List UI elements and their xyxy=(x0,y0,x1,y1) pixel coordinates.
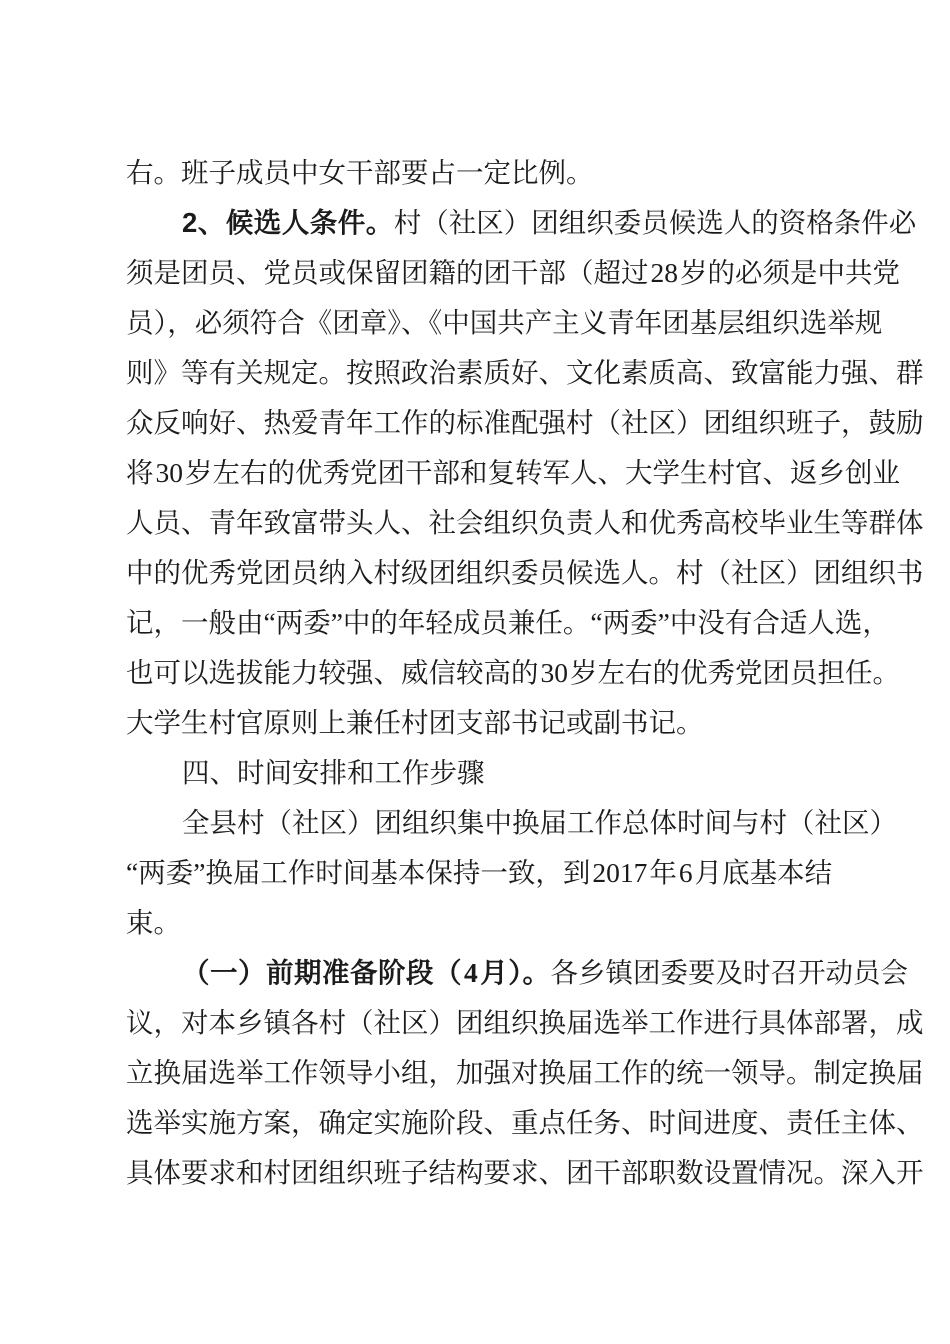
line-text-a: “两委”换届工作时间基本保持一致，到 xyxy=(126,857,591,888)
text-line xyxy=(126,698,824,748)
text-line xyxy=(126,648,900,698)
text-line xyxy=(126,248,900,298)
number-30: 30 xyxy=(155,457,183,488)
inline-heading: 候选人条件。 xyxy=(225,207,394,238)
year-2017: 2017 xyxy=(592,857,648,888)
text-line xyxy=(126,1048,924,1098)
line-text: 选举实施方案，确定实施阶段、重点任务、时间进度、责任主体、 xyxy=(126,1107,924,1138)
line-text: 众反响好、热爱青年工作的标准配强村（社区）团组织班子，鼓励 xyxy=(126,407,924,438)
inline-heading-a: （一）前期准备阶段（ xyxy=(182,957,462,988)
text-line xyxy=(126,498,924,548)
line-text: 立换届选举工作领导小组，加强对换届工作的统一领导。制定换届 xyxy=(126,1057,924,1088)
text-line xyxy=(126,598,890,648)
month-4: 4 xyxy=(464,957,479,988)
section-heading-four xyxy=(126,748,824,798)
line-text: 人员、青年致富带头人、社会组织负责人和优秀高校毕业生等群体 xyxy=(126,507,924,538)
line-text-b: 岁左右的优秀党团员担任。 xyxy=(570,657,900,688)
inline-heading-b: 月）。 xyxy=(480,957,551,988)
line-text: 全县村（社区）团组织集中换届工作总体时间与村（社区） xyxy=(182,807,897,838)
text-line xyxy=(126,148,824,198)
line-text-b: 岁左右的优秀党团干部和复转军人、大学生村官、返乡创业 xyxy=(185,457,900,488)
line-text: 议，对本乡镇各村（社区）团组织换届选举工作进行具体部署，成 xyxy=(126,1007,924,1038)
text-line xyxy=(126,448,900,498)
text-line xyxy=(126,548,924,598)
line-text-a: 也可以选拔能力较强、威信较高的 xyxy=(126,657,539,688)
month-6: 6 xyxy=(678,857,693,888)
line-text-a: 将 xyxy=(126,457,154,488)
line-text: 员），必须符合《团章》、《中国共产主义青年团基层组织选举规 xyxy=(126,307,883,338)
line-text: 大学生村官原则上兼任村团支部书记或副书记。 xyxy=(126,707,704,738)
line-text: 则》等有关规定。按照政治素质好、文化素质高、致富能力强、群 xyxy=(126,357,924,388)
text-line xyxy=(126,848,833,898)
line-text: 具体要求和村团组织班子结构要求、团干部职数设置情况。深入开 xyxy=(126,1157,924,1188)
text-line xyxy=(126,398,924,448)
number-30: 30 xyxy=(540,657,568,688)
line-text: 记，一般由“两委”中的年轻成员兼任。“两委”中没有合适人选， xyxy=(126,607,890,638)
line-text: 各乡镇团委要及时召开动员会 xyxy=(550,957,908,988)
text-line xyxy=(126,1098,924,1148)
line-text: 村（社区）团组织委员候选人的资格条件必 xyxy=(393,207,917,238)
document-body xyxy=(126,148,924,1198)
list-number: 2、 xyxy=(182,207,226,238)
text-line xyxy=(126,348,924,398)
line-text-b: 年 xyxy=(649,857,677,888)
text-line xyxy=(126,1148,924,1198)
subsection-heading-phase-one xyxy=(126,948,908,998)
number-28: 28 xyxy=(650,257,678,288)
text-line xyxy=(126,898,824,948)
text-line xyxy=(126,998,924,1048)
text-line xyxy=(126,298,883,348)
line-text: 四、时间安排和工作步骤 xyxy=(182,757,485,788)
line-text: 右。班子成员中女干部要占一定比例。 xyxy=(126,157,594,188)
line-text: 中的优秀党团员纳入村级团组织委员候选人。村（社区）团组织书 xyxy=(126,557,924,588)
line-text-c: 月底基本结 xyxy=(694,857,833,888)
line-text-a: 须是团员、党员或保留团籍的团干部（超过 xyxy=(126,257,649,288)
text-line-heading-candidate-conditions xyxy=(126,198,917,248)
line-text: 束。 xyxy=(126,907,181,938)
text-line xyxy=(126,798,897,848)
line-text-b: 岁的必须是中共党 xyxy=(680,257,900,288)
